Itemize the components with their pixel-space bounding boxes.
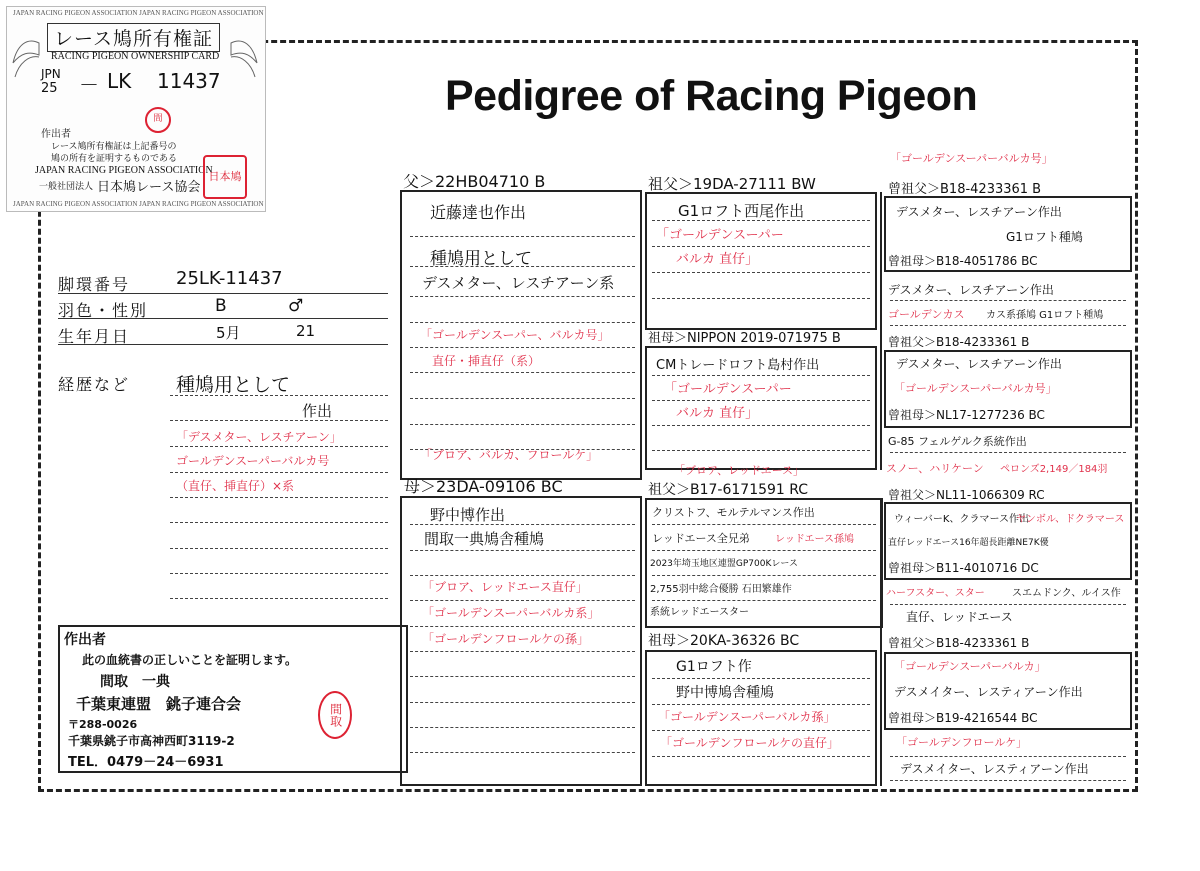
color-value: B: [215, 296, 227, 316]
ownership-card: [6, 6, 266, 212]
dd-red-1: 「ゴールデンスーパーバルカ孫」: [658, 710, 836, 724]
gg-dds-ring: 曾祖父＞B18-4233361 B: [888, 636, 1030, 650]
dd-line-2: 野中博鳩舎種鳩: [676, 685, 774, 701]
sire-line-3: デスメター、レスチアーン系: [422, 274, 615, 292]
gg-sdd-1: G-85 フェルゲルク系統作出: [888, 435, 1027, 448]
card-assoc-jp: 日本鳩レース協会: [97, 180, 201, 195]
gg-dsd-ring: 曾祖母＞B11-4010716 DC: [888, 561, 1039, 575]
dd-red-2: 「ゴールデンフロールケの直仔」: [660, 736, 840, 750]
gg-sds-red: 「ゴールデンスーパーバルカ号」: [894, 382, 1057, 395]
sire-red-2: 直仔・挿直仔（系）: [432, 354, 541, 368]
ss-line-1: G1ロフト西尾作出: [678, 202, 805, 220]
gg-dss-ring: 曾祖父＞NL11-1066309 RC: [888, 488, 1045, 502]
sd-red-2: バルカ 直仔」: [676, 406, 759, 421]
history-red-2: ゴールデンスーパーバルカ号: [176, 454, 330, 468]
issuer-zip: 〒288-0026: [68, 718, 138, 731]
gg-dsd-2: 直仔、レッドエース: [906, 610, 1013, 624]
dam-red-3: 「ゴールデンフロールケの孫」: [422, 632, 590, 646]
ds-line-4: 2,755羽中総合優勝 石田繁雄作: [650, 584, 792, 595]
dam-ring: 母＞23DA-09106 BC: [404, 477, 563, 496]
ds-line-1: クリストフ、モルテルマンス作出: [652, 506, 815, 519]
color-underline: [58, 318, 388, 319]
issuer-seal: 間取: [318, 691, 352, 739]
gg-sss-ring: 曾祖父＞B18-4233361 B: [888, 182, 1042, 197]
card-cert-line1: レース鳩所有権証は上記番号の: [51, 142, 177, 152]
gg-ssd-red: ゴールデンカス: [888, 308, 965, 321]
history-red-3: （直仔、挿直仔）×系: [176, 479, 295, 493]
gg-sdd-ring: 曾祖母＞NL17-1277236 BC: [888, 408, 1045, 422]
dd-ring: 祖母＞20KA-36326 BC: [648, 633, 800, 649]
birth-label: 生年月日: [58, 327, 131, 346]
birth-month: 5月: [216, 324, 241, 342]
card-cert-line2: 鳩の所有を証明するものである: [51, 154, 178, 164]
connector-paternal: [880, 192, 882, 470]
card-small-stamp: 間: [145, 107, 171, 133]
sire-red-1: 「ゴールデンスーパー、バルカ号」: [420, 328, 610, 342]
sire-line-2: 種鳩用として: [430, 249, 532, 269]
ds-ring: 祖父＞B17-6171591 RC: [648, 482, 809, 498]
gg-dss-red: スノー、ハリケーン: [886, 462, 984, 475]
ring-label: 脚環番号: [58, 275, 131, 294]
gg-sds-1: デスメター、レスチアーン作出: [896, 357, 1062, 371]
sd-line-1: CMトレードロフト島村作出: [656, 358, 820, 373]
card-assoc-en: JAPAN RACING PIGEON ASSOCIATION: [35, 165, 213, 176]
color-sex-label: 羽色・性別: [58, 301, 149, 320]
gg-sss-2: G1ロフト種鳩: [1006, 230, 1083, 244]
gg-ssd-ring: 曾祖母＞B18-4051786 BC: [888, 254, 1038, 268]
card-bottom-edge: JAPAN RACING PIGEON ASSOCIATION JAPAN RACING PIGEON ASSOCIATION: [13, 200, 264, 208]
birth-day: 21: [296, 322, 316, 340]
ss-ring: 祖父＞19DA-27111 BW: [648, 175, 816, 193]
issuer-name: 間取 一典: [100, 674, 170, 690]
dam-red-1: 「ブロア、レッドエース直仔」: [422, 580, 588, 594]
page-title: Pedigree of Racing Pigeon: [445, 72, 978, 120]
card-top-edge: JAPAN RACING PIGEON ASSOCIATION JAPAN RACING PIGEON ASSOCIATION: [13, 9, 264, 17]
sire-ring: 父＞22HB04710 B: [403, 172, 546, 191]
gg-dss-red3: ヤンボル、ドクラマース: [1016, 514, 1125, 525]
ss-red-1: 「ゴールデンスーパー: [656, 228, 784, 243]
card-association-stamp: 日本鳩: [203, 155, 247, 199]
history-line-2: 作出: [302, 402, 333, 420]
issuer-address: 千葉県銚子市高神西町3119-2: [68, 734, 235, 748]
ss-red-2: バルカ 直仔」: [676, 252, 759, 267]
issuer-box: [58, 625, 408, 773]
gg-ssd-2: カス系孫鳩 G1ロフト種鳩: [986, 310, 1104, 321]
card-title-en: RACING PIGEON OWNERSHIP CARD: [51, 51, 220, 62]
card-year: 25: [41, 81, 58, 96]
gg-dss-red2: ペロンズ2,149／184羽: [1000, 464, 1108, 475]
issuer-heading: 作出者: [64, 632, 106, 648]
dam-red-top: 「ブロア、バルカ、フロールケ」: [420, 448, 599, 462]
card-letters: LK: [107, 69, 132, 93]
dam-line-1: 野中博作出: [430, 506, 506, 524]
gg-ddd-red: 「ゴールデンフロールケ」: [896, 736, 1028, 749]
gg-dds-1: デスメイター、レスティアーン作出: [894, 685, 1083, 699]
connector-maternal: [880, 498, 882, 786]
card-owner-label: 作出者: [41, 129, 71, 140]
dam-line-2: 間取一典鳩舎種鳩: [424, 530, 545, 548]
gg-dsd-1: スエムドンク、ルイス作: [1012, 588, 1121, 599]
history-red-1: 「デスメター、レスチアーン」: [176, 430, 342, 444]
dd-line-1: G1ロフト作: [676, 659, 752, 675]
gg-ddd-ring: 曾祖母＞B19-4216544 BC: [888, 711, 1038, 725]
ring-value: 25LK-11437: [176, 268, 283, 289]
wing-left-icon: [11, 33, 41, 83]
issuer-cert: 此の血統書の正しいことを証明します。: [82, 653, 298, 667]
gg-ssd-1: デスメター、レスチアーン作出: [888, 283, 1054, 297]
issuer-org: 千葉東連盟 銚子連合会: [76, 695, 242, 713]
gg-sds-ring: 曾祖父＞B18-4233361 B: [888, 335, 1030, 349]
gg-ddd-1: デスメイター、レスティアーン作出: [900, 762, 1089, 776]
card-dash: －: [79, 73, 99, 97]
card-title-jp: レース鳩所有権証: [47, 23, 220, 52]
gg-sss-red: 「ゴールデンスーパーバルカ号」: [890, 152, 1053, 165]
gg-dsd-red: ハーフスター、スター: [886, 588, 985, 599]
ds-line-3: 2023年埼玉地区連盟GP700Kレース: [650, 559, 798, 569]
gg-sss-1: デスメター、レスチアーン作出: [896, 205, 1062, 219]
sire-line-1: 近藤達也作出: [430, 203, 527, 222]
ds-red-top: 「ブロア、レッドエース」: [674, 464, 805, 477]
connector-sire: [640, 190, 642, 470]
ds-line-5: 系統レッドエースター: [650, 607, 749, 618]
sex-value: ♂: [288, 296, 304, 316]
ds-line-2-red: レッドエース孫鳩: [775, 534, 854, 545]
gg-dds-red: 「ゴールデンスーパーバルカ」: [894, 660, 1046, 673]
birth-underline: [58, 344, 388, 345]
gg-dss-2: 直仔レッドエース16年超長距離NE7K優: [888, 538, 1049, 548]
card-country: JPN: [41, 67, 61, 81]
ds-line-2: レッドエース全兄弟: [652, 532, 750, 545]
connector-dam: [640, 496, 642, 786]
card-assoc-prefix: 一般社団法人: [39, 182, 94, 192]
card-number: 11437: [157, 69, 221, 93]
dam-red-2: 「ゴールデンスーパーバルカ系」: [422, 606, 600, 620]
wing-right-icon: [229, 33, 259, 83]
gg-dss-1: ウィーバーK、クラマース作出: [894, 514, 1029, 525]
history-label: 経歴など: [58, 375, 131, 394]
sd-red-1: 「ゴールデンスーパー: [664, 382, 792, 397]
issuer-tel: TEL．0479－24－6931: [68, 755, 224, 770]
ring-underline: [58, 293, 388, 294]
sd-ring: 祖母＞NIPPON 2019-071975 B: [648, 331, 841, 346]
history-line-1: 種鳩用として: [176, 374, 291, 396]
